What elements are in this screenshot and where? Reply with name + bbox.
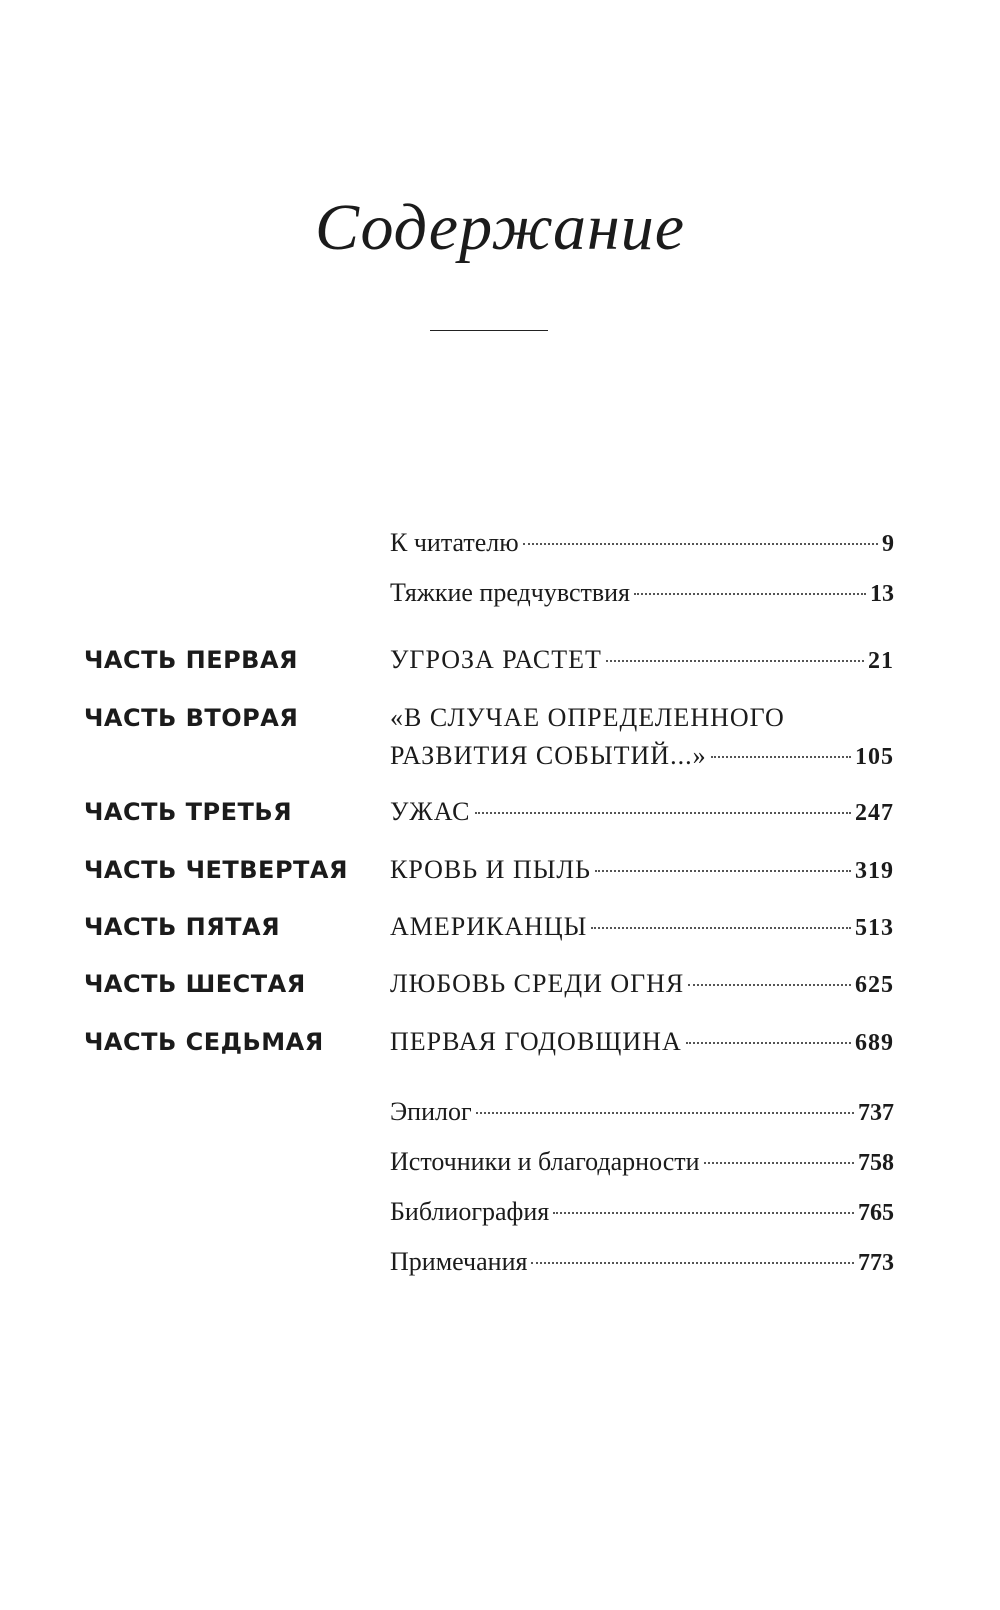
- toc-entry[interactable]: [390, 797, 894, 828]
- toc-entry-title: Эпилог: [390, 1097, 472, 1126]
- part-label: ЧАСТЬ ПЕРВАЯ: [84, 646, 299, 674]
- dot-leader: [711, 756, 851, 758]
- toc-entry[interactable]: [390, 1147, 894, 1178]
- part-label: ЧАСТЬ ВТОРАЯ: [84, 704, 299, 732]
- toc-page-number: 737: [858, 1100, 894, 1126]
- toc-page-number: 21: [868, 648, 894, 674]
- dot-leader: [476, 1112, 854, 1114]
- toc-page-number: 247: [855, 800, 894, 826]
- toc-entry-title: ЛЮБОВЬ СРЕДИ ОГНЯ: [390, 969, 685, 998]
- toc-entry-title: К читателю: [390, 528, 519, 557]
- toc-entry[interactable]: [390, 912, 894, 943]
- page-title: Содержание: [314, 191, 685, 264]
- toc-page-number: 13: [870, 581, 894, 607]
- part-label: ЧАСТЬ ЧЕТВЕРТАЯ: [84, 856, 348, 884]
- toc-page-number: 625: [855, 972, 894, 998]
- toc-page-number: 773: [858, 1250, 894, 1276]
- toc-entry-title: РАЗВИТИЯ СОБЫТИЙ...»: [390, 741, 707, 770]
- toc-entry-title: УЖАС: [390, 797, 471, 826]
- dot-leader: [475, 812, 851, 814]
- toc-entry[interactable]: [390, 578, 894, 609]
- toc-entry-title: Источники и благодарности: [390, 1147, 700, 1176]
- dot-leader: [634, 593, 866, 595]
- part-label: ЧАСТЬ ТРЕТЬЯ: [84, 798, 293, 826]
- toc-entry[interactable]: [390, 855, 894, 886]
- title-divider: [430, 330, 548, 331]
- toc-entry[interactable]: [390, 645, 894, 676]
- toc-entry-title: АМЕРИКАНЦЫ: [390, 912, 588, 941]
- toc-entry[interactable]: [390, 703, 894, 772]
- part-label: ЧАСТЬ ШЕСТАЯ: [84, 970, 306, 998]
- toc-entry[interactable]: [390, 1097, 894, 1128]
- toc-entry[interactable]: [390, 1197, 894, 1228]
- toc-entry[interactable]: [390, 969, 894, 1000]
- toc-entry[interactable]: [390, 1247, 894, 1278]
- toc-entry-title: ПЕРВАЯ ГОДОВЩИНА: [390, 1027, 682, 1056]
- toc-page-number: 765: [858, 1200, 894, 1226]
- dot-leader: [523, 543, 878, 545]
- dot-leader: [595, 870, 851, 872]
- toc-entry[interactable]: [390, 528, 894, 559]
- toc-page-number: 758: [858, 1150, 894, 1176]
- dot-leader: [688, 984, 851, 986]
- dot-leader: [704, 1162, 854, 1164]
- toc-page-number: 319: [855, 858, 894, 884]
- part-label: ЧАСТЬ ПЯТАЯ: [84, 913, 281, 941]
- toc-entry-title: УГРОЗА РАСТЕТ: [390, 645, 602, 674]
- dot-leader: [553, 1212, 854, 1214]
- dot-leader: [531, 1262, 854, 1264]
- toc-entry-title-line1: «В СЛУЧАЕ ОПРЕДЕЛЕННОГО: [390, 703, 785, 732]
- toc-page-number: 9: [882, 531, 894, 557]
- toc-page-number: 689: [855, 1030, 894, 1056]
- toc-page-number: 105: [855, 744, 894, 770]
- toc-entry[interactable]: [390, 1027, 894, 1058]
- toc-entry-title: Примечания: [390, 1247, 528, 1276]
- toc-entry-title: Библиография: [390, 1197, 550, 1226]
- dot-leader: [591, 927, 851, 929]
- toc-entry-title: Тяжкие предчувствия: [390, 578, 630, 607]
- toc-entry-title: КРОВЬ И ПЫЛЬ: [390, 855, 591, 884]
- dot-leader: [606, 660, 864, 662]
- dot-leader: [686, 1042, 851, 1044]
- part-label: ЧАСТЬ СЕДЬМАЯ: [84, 1028, 324, 1056]
- toc-page-number: 513: [855, 915, 894, 941]
